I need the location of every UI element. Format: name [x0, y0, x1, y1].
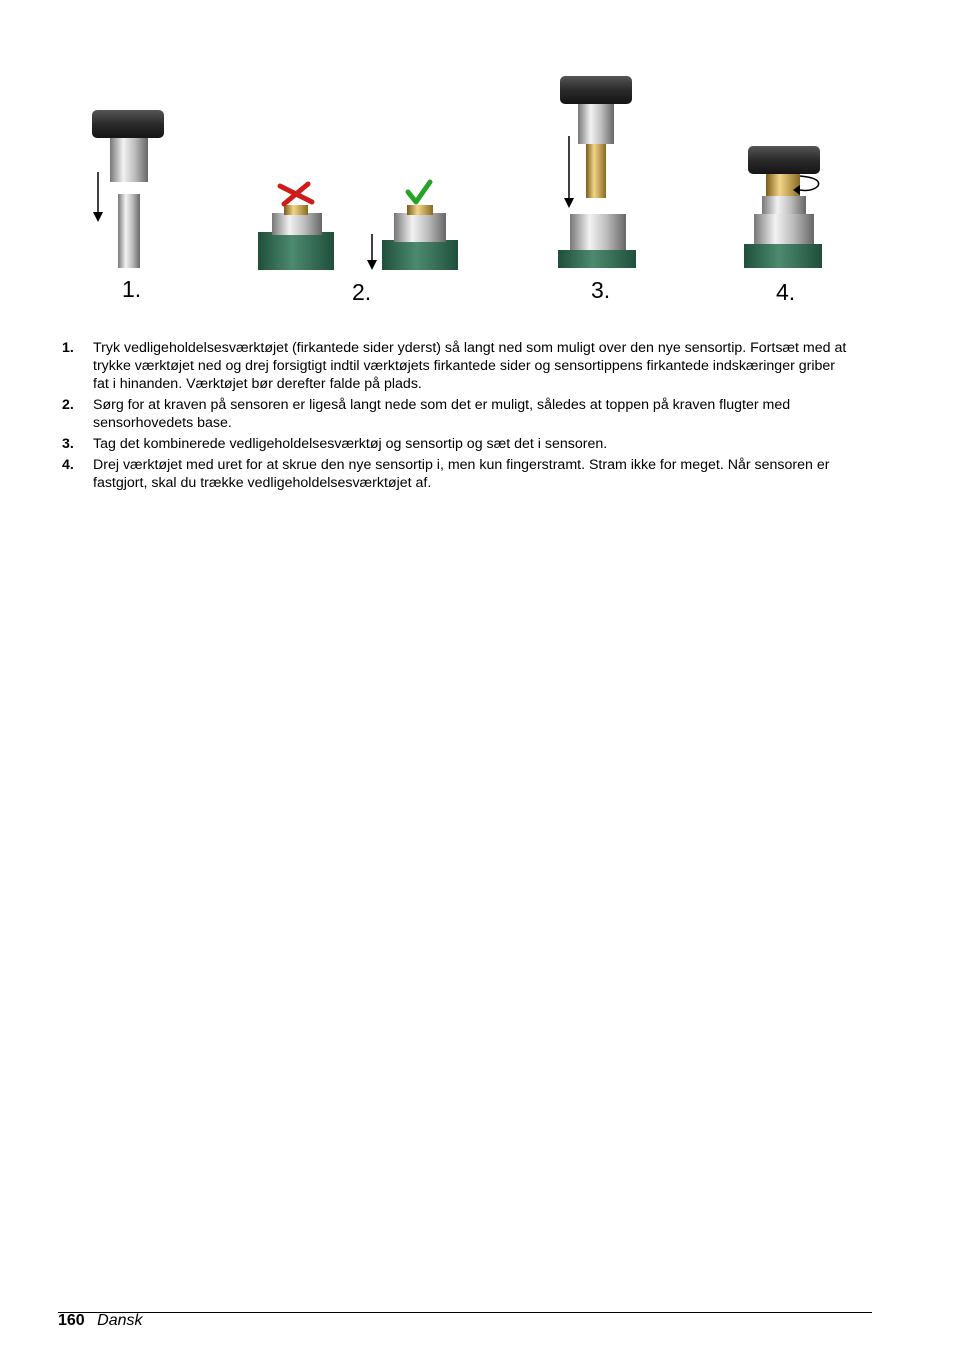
step-label-1: 1.: [122, 276, 142, 302]
down-arrow-icon: [93, 172, 103, 222]
step-text: Drej værktøjet med uret for at skrue den nye sensortip i, men kun fingerstramt. Stram ikke for meget. Når sensoren er fastgjort, skal du trække vedligeholdelsesværktøjet af.: [93, 457, 830, 491]
sensor-body: [558, 250, 636, 268]
check-mark-icon: [408, 182, 430, 202]
step-text: Tag det kombinerede vedligeholdelsesværktøj og sensortip og sæt det i sensoren.: [93, 436, 608, 452]
sensor-tip: [118, 194, 140, 268]
footer-divider: [58, 1312, 872, 1313]
procedure-figure: [0, 0, 954, 320]
sensor-body: [744, 244, 822, 268]
footer-language: Dansk: [97, 1312, 143, 1329]
page-footer: [58, 1312, 143, 1330]
instruction-list: [62, 339, 852, 495]
instruction-step: [62, 396, 852, 432]
sensor-collar: [570, 214, 626, 250]
step-label-4: 4.: [776, 279, 796, 305]
step-1-illustration: [92, 110, 164, 268]
step-number: 1.: [62, 340, 74, 356]
step-text: Sørg for at kraven på sensoren er ligeså langt nede som det er muligt, således at toppen på kraven flugter med sensorhovedets base.: [93, 397, 791, 431]
tool-knob: [560, 76, 632, 104]
sensor-collar-correct: [394, 213, 446, 242]
tool-socket: [766, 174, 800, 196]
cross-mark-icon: [280, 184, 312, 204]
tool-socket: [578, 104, 614, 144]
step-number: 2.: [62, 397, 74, 413]
tool-socket: [110, 138, 148, 182]
instruction-step: [62, 339, 852, 393]
instruction-step: [62, 456, 852, 492]
step-label-3: 3.: [591, 277, 611, 303]
step-text: Tryk vedligeholdelsesværktøjet (firkantede sider yderst) så langt ned som muligt over den nye sensortip. Fortsæt med at trykke værktøjet ned og drej forsigtigt indtil værktøjets firkantede sider og sensortippens firkantede indskæringer griber fat i hinanden. Værktøjet bør derefter falde på plads.: [93, 340, 847, 392]
step-number: 3.: [62, 436, 74, 452]
tool-knob: [748, 146, 820, 174]
sensor-body-correct: [382, 240, 458, 270]
tool-knob: [92, 110, 164, 138]
step-number: 4.: [62, 457, 74, 473]
step-2-illustration: [258, 182, 458, 270]
instruction-step: [62, 435, 852, 453]
sensor-collar-wrong: [272, 213, 322, 235]
step-4-illustration: [744, 146, 822, 268]
step-label-2: 2.: [352, 279, 372, 305]
procedure-illustration: [0, 0, 954, 320]
sensor-tip: [586, 144, 606, 198]
down-arrow-icon: [564, 136, 574, 208]
down-arrow-icon: [367, 234, 377, 270]
page-number: 160: [58, 1312, 85, 1329]
sensor-body-wrong: [258, 232, 334, 270]
sensor-collar: [754, 214, 814, 244]
step-3-illustration: [558, 76, 636, 268]
